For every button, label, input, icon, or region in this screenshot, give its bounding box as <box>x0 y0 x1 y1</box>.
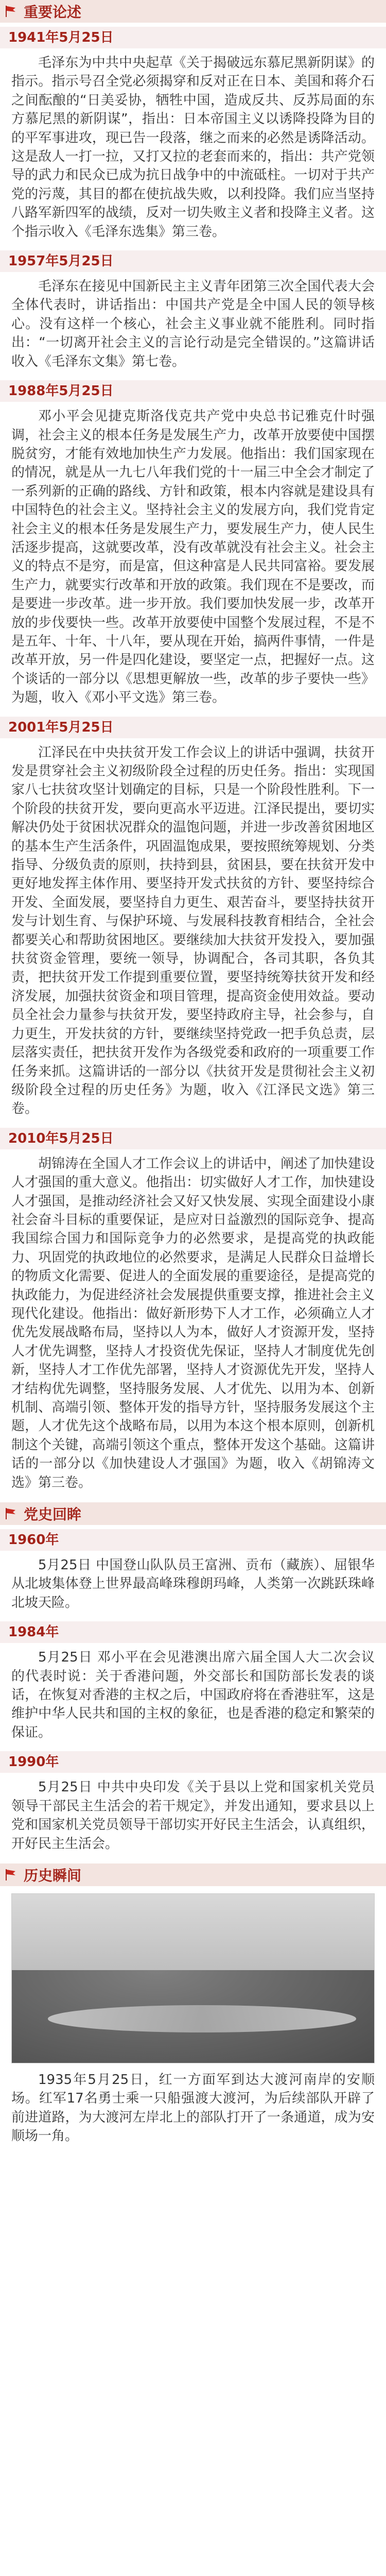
historical-photo <box>11 1893 375 2063</box>
important-entry-4 <box>0 717 386 1124</box>
photo-river <box>48 2005 356 2032</box>
spacer <box>0 1858 386 1863</box>
entry-text: 5月25日 邓小平在会见港澳出席六届全国人大二次会议的代表时说：关于香港问题，外交部长和国防部长发表的谈话，在恢复对香港的主权之后，中国政府将在香港驻军，这是维护中华人民共和国的主权的象征，也是香港的稳定和繁荣的保证。 <box>11 1650 375 1740</box>
entry-date: 1960年 <box>0 1529 386 1551</box>
entry-date: 1984年 <box>0 1621 386 1643</box>
red-flag-icon <box>3 1867 19 1883</box>
important-entry-1 <box>0 27 386 246</box>
important-entry-5 <box>0 1128 386 1497</box>
red-flag-icon <box>3 1506 19 1521</box>
entry-text: 5月25日 中国登山队队员王富洲、贡布（藏族）、屈银华从北坡集体登上世界最高峰珠穆朗玛峰，人类第一次跳跃珠峰北坡天险。 <box>11 1557 375 1611</box>
entry-date: 1957年5月25日 <box>0 250 386 272</box>
entry-date: 1988年5月25日 <box>0 380 386 402</box>
entry-date: 2010年5月25日 <box>0 1128 386 1149</box>
history-entry-2 <box>0 1621 386 1747</box>
history-entry-3 <box>0 1751 386 1858</box>
entry-date: 2001年5月25日 <box>0 717 386 738</box>
entry-date: 1941年5月25日 <box>0 27 386 48</box>
section-title: 重要论述 <box>24 4 82 21</box>
entry-text: 5月25日 中共中央印发《关于县以上党和国家机关党员领导干部民主生活会的若干规定》，并发出通知，要求县以上党和国家机关党员领导干部切实开好民主生活会，认真组织，开好民主生活会。 <box>11 1780 375 1852</box>
entry-text: 毛泽东为中共中央起草《关于揭破远东慕尼黑新阴谋》的指示。指示号召全党必须揭穿和反对正在日本、美国和蒋介石之间酝酿的“日美妥协，牺牲中国，造成反共、反苏局面的东方慕尼黑的新阴谋”，指出：日本帝国主义以诱降投降为目的的平军事进攻，现已告一段落，继之而来的必然是诱降活动。这是敌人一打一拉，又打又拉的老套而来的，指出：共产党领导的武力和民众已成为抗日战争中的中流砥柱。一切对于共产党的污蔑，其目的都在使抗战失败，以利投降。我们应当坚持八路军新四军的战绩，反对一切失败主义者和投降主义者。这个指示收入《毛泽东选集》第三卷。 <box>11 55 375 240</box>
entry-text: 胡锦涛在全国人才工作会议上的讲话中，阐述了加快建设人才强国的重大意义。他指出：切实做好人才工作，加快建设人才强国，是推动经济社会又好又快发展、实现全面建设小康社会奋斗目标的重要保证，是应对日益激烈的国际竞争、提高我国综合国力和国际竞争力的必然要求，是提高党的执政能力、巩固党的执政地位的必然要求，是满足人民群众日益增长的物质文化需要、促进人的全面发展的重要途径，是提高党的执政能力，为促进经济社会发展提供重要支撑，推进社会主义现代化建设。他指出：做好新形势下人才工作，必须确立人才优先发展战略布局，坚持以人为本，做好人才资源开发，坚持人才优先调整，坚持人才投资优先保证，坚持人才制度优先创新，坚持人才工作优先部署，坚持人才资源优先开发，坚持人才结构优先调整，坚持服务发展、人才优先、以用为本、创新机制、高端引领、整体开发的指导方针，坚持服务发展这个主题，人才优先这个战略布局，以用为本这个根本原则，创新机制这个关键，高端引领这个重点，整体开发这个基础。这篇讲话的一部分以《加快建设人才强国》为题，收入《胡锦涛文选》第三卷。 <box>11 1156 375 1490</box>
section-header-party-history <box>0 1502 386 1525</box>
red-flag-icon <box>3 4 19 19</box>
important-entry-3 <box>0 380 386 713</box>
entry-text: 毛泽东在接见中国新民主主义青年团第三次全国代表大会全体代表时，讲话指出：中国共产党是全中国人民的领导核心。没有这样一个核心，社会主义事业就不能胜利。同时指出：“一切离开社会主义的言论行动是完全错误的。”这篇讲话收入《毛泽东文集》第七卷。 <box>11 279 375 369</box>
entry-text: 江泽民在中央扶贫开发工作会议上的讲话中强调，扶贫开发是贯穿社会主义初级阶段全过程的历史任务。指出：实现国家八七扶贫攻坚计划确定的目标，只是一个阶段性胜利。下一个阶段的扶贫开发，要向更高水平迈进。江泽民提出，要切实解决仍处于贫困状况群众的温饱问题，并进一步改善贫困地区的基本生产生活条件，巩固温饱成果，要按照统筹规划、分类指导、分级负责的原则，扶持到县，贫困县，要在扶贫开发中更好地发挥主体作用、要坚持开发式扶贫的方针、要坚持综合开发、全面发展，要坚持自力更生、艰苦奋斗，要坚持扶贫开发与计划生育、与保护环境、与发展科技教育相结合，全社会都要关心和帮助贫困地区。要继续加大扶贫开发投入，要加强扶贫资金管理，要统一领导，协调配合，各司其职，各负其责，把扶贫开发工作提到重要位置，要坚持统筹扶贫开发和经济发展，加强扶贫资金和项目管理，提高资金使用效益。要动员全社会力量参与扶贫开发，要坚持政府主导，社会参与，自力更生，开发扶贫的方针，要继续坚持党政一把手负总责，层层落实责任，把扶贫开发作为各级党委和政府的一项重要工作任务来抓。这篇讲话的一部分以《扶贫开发是贯彻社会主义初级阶段全过程的历史任务》为题，收入《江泽民文选》第三卷。 <box>11 744 375 1117</box>
photo-caption: 1935年5月25日，红一方面军到达大渡河南岸的安顺场。红军17名勇士乘一只船强渡大渡河，为后续部队开辟了前进道路，为大渡河左岸北上的部队打开了一条通道，成为安顺场一角。 <box>11 2072 375 2144</box>
entry-text: 邓小平会见捷克斯洛伐克共产党中央总书记雅克什时强调，社会主义的根本任务是发展生产力，改革开放要使中国摆脱贫穷，才能有效地加快生产力发展。他指出：我们国家现在的情况，就是从一九七八年我们党的十一届三中全会才制定了一系列新的正确的路线、方针和政策，根本内容就是建设具有中国特色的社会主义。坚持社会主义的发展方向，我们党肯定社会主义的根本任务是发展生产力，要发展生产力，使人民生活逐步提高，这就要改革，没有改革就没有社会主义。社会主义的特点不是穷，而是富，但这种富是人民共同富裕。要发展生产力，就要实行改革和开放的政策。我们现在不是要改，而是要进一步改革。进一步开放。我们要加快发展一步，改革开放的步伐要快一些。改革开放要使中国整个发展过程，不是不是五年、十年、十八年，要从现在开始，搞两件事情，一件是改革开放，另一件是四化建设，要坚定一点，把握好一点。这个谈话的一部分以《思想更解放一些，改革的步子要快一些》为题，收入《邓小平文选》第三卷。 <box>11 409 375 706</box>
history-entry-1 <box>0 1529 386 1617</box>
important-entry-2 <box>0 250 386 376</box>
section-header-history-moment <box>0 1863 386 1886</box>
entry-date: 1990年 <box>0 1751 386 1773</box>
section-title: 党史回眸 <box>24 1506 82 1523</box>
section-header-important <box>0 0 386 23</box>
spacer <box>0 1497 386 1502</box>
section-title: 历史瞬间 <box>24 1867 82 1884</box>
